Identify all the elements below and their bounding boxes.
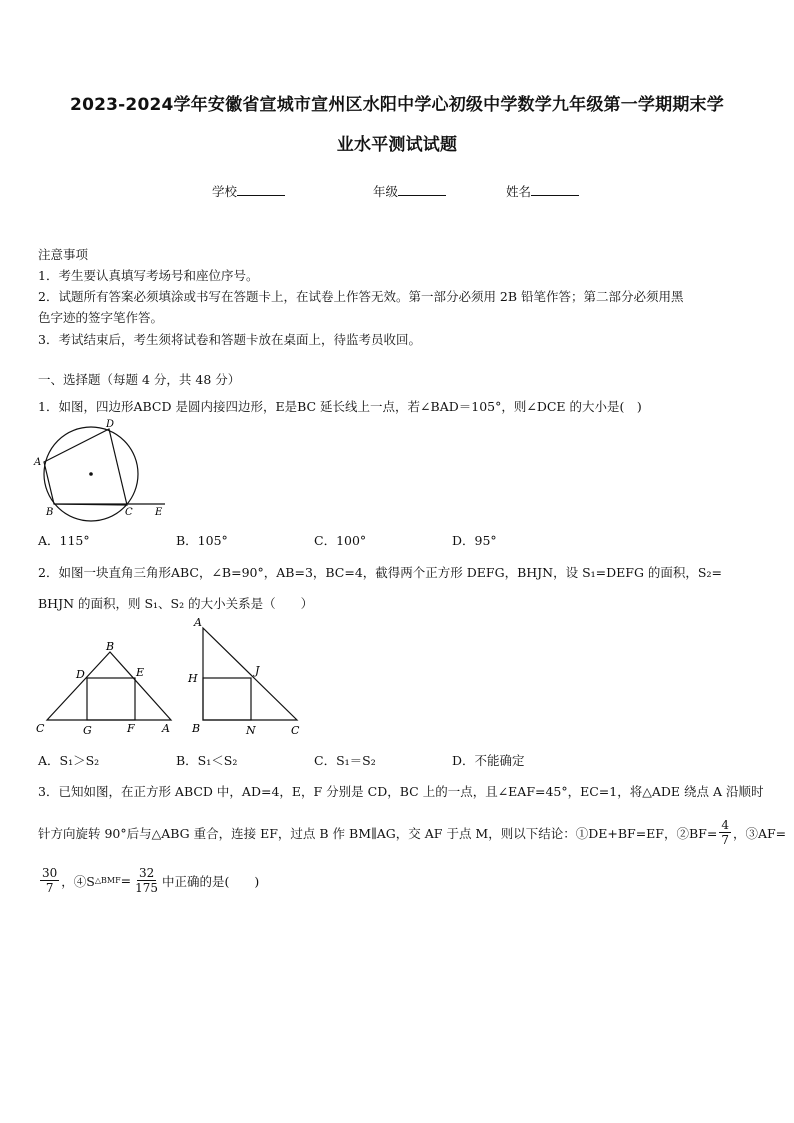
name-label: 姓名 bbox=[506, 184, 532, 199]
q3-stem-b-post: ，③AF= bbox=[732, 825, 787, 841]
grade-blank bbox=[398, 183, 446, 196]
q1-option-c: C．100° bbox=[314, 533, 367, 548]
fraction-bf-numerator: 4 bbox=[721, 818, 729, 832]
fig2-label-c: C bbox=[291, 724, 300, 737]
section-heading: 一、选择题（每题 4 分，共 48 分） bbox=[38, 372, 241, 387]
name-blank bbox=[531, 183, 579, 196]
fig1-label-d: D bbox=[76, 668, 85, 681]
q2-option-a: A．S₁＞S₂ bbox=[38, 753, 100, 768]
fig2-label-n: N bbox=[246, 724, 256, 737]
label-d: D bbox=[106, 419, 115, 430]
fig2-label-b: B bbox=[192, 722, 201, 735]
notice-item-2b: 色字迹的签字笔作答。 bbox=[38, 310, 164, 325]
q3-area-subscript: △BMF bbox=[94, 876, 121, 885]
question-3-stem-a: 3．已知如图，在正方形 ABCD 中，AD=4，E，F 分别是 CD，BC 上的一点，且∠EAF=45°，EC=1，将△ADE 绕点 A 沿顺时 bbox=[38, 784, 764, 799]
question-1-figure bbox=[30, 415, 180, 525]
label-e: E bbox=[155, 507, 163, 518]
fraction-area-numerator: 32 bbox=[138, 866, 155, 880]
school-blank bbox=[237, 183, 285, 196]
triangle-abc-fig2 bbox=[203, 628, 297, 720]
fig1-label-f: F bbox=[127, 722, 135, 735]
fraction-af bbox=[40, 866, 59, 895]
square-defg bbox=[87, 678, 135, 720]
fig1-label-a: A bbox=[162, 722, 170, 735]
quadrilateral-abcd bbox=[44, 429, 127, 505]
fig1-label-g: G bbox=[83, 724, 92, 737]
circle-center-dot bbox=[89, 472, 93, 476]
fig1-label-c: C bbox=[36, 722, 45, 735]
fraction-bf-denominator: 7 bbox=[721, 833, 729, 847]
q2-option-c: C．S₁＝S₂ bbox=[314, 753, 376, 768]
q2-option-d: D．不能确定 bbox=[452, 753, 525, 768]
grade-label: 年级 bbox=[373, 184, 399, 199]
fraction-area-denominator: 175 bbox=[135, 881, 159, 895]
q3-stem-c-post: 中正确的是( ) bbox=[162, 873, 260, 889]
notice-item-3: 3．考试结束后，考生须将试卷和答题卡放在桌面上，待监考员收回。 bbox=[38, 332, 421, 347]
grade-field bbox=[373, 182, 446, 200]
exam-title-line2: 业水平测试试题 bbox=[336, 135, 458, 155]
question-1-stem: 1．如图，四边形ABCD 是圆内接四边形，E是BC 延长线上一点，若∠BAD＝105°，则∠DCE 的大小是( ) bbox=[38, 399, 642, 414]
q1-option-d: D．95° bbox=[452, 533, 497, 548]
q3-stem-b-text: 针方向旋转 90°后与△ABG 重合，连接 EF，过点 B 作 BM∥AG，交 AF 于点 M，则以下结论：①DE+BF=EF，②BF= bbox=[38, 825, 718, 841]
fig1-label-b: B bbox=[106, 640, 115, 653]
label-c: C bbox=[125, 507, 133, 518]
q3-stem-c-mid: ，④S bbox=[61, 873, 95, 889]
question-2-stem-b: BHJN 的面积，则 S₁、S₂ 的大小关系是（ ） bbox=[38, 596, 314, 611]
q3-stem-c-eq: = bbox=[120, 873, 132, 888]
q1-option-a: A．115° bbox=[38, 533, 90, 548]
triangle-abc-fig1 bbox=[47, 652, 171, 720]
notice-heading: 注意事项 bbox=[38, 247, 89, 262]
fraction-af-denominator: 7 bbox=[45, 881, 54, 895]
name-field bbox=[506, 182, 579, 200]
fig2-label-a: A bbox=[194, 616, 202, 629]
question-2-figures bbox=[30, 612, 320, 742]
school-label: 学校 bbox=[212, 184, 238, 199]
fraction-af-numerator: 30 bbox=[42, 866, 58, 880]
notice-item-2a: 2．试题所有答案必须填涂或书写在答题卡上，在试卷上作答无效。第一部分必须用 2B 铅笔作答；第二部分必须用黑 bbox=[38, 289, 684, 304]
notice-item-1: 1．考生要认真填写考场号和座位序号。 bbox=[38, 268, 259, 283]
fig2-label-j: J bbox=[255, 664, 260, 677]
school-field bbox=[212, 182, 285, 200]
fig1-label-e: E bbox=[136, 666, 145, 679]
label-a: A bbox=[34, 457, 42, 468]
fraction-area bbox=[133, 866, 160, 895]
label-b: B bbox=[46, 507, 54, 518]
question-3-stem-c bbox=[38, 866, 259, 895]
question-2-stem-a: 2．如图一块直角三角形ABC，∠B=90°，AB=3，BC=4，截得两个正方形 DEFG，BHJN，设 S₁=DEFG 的面积，S₂= bbox=[38, 565, 722, 580]
fraction-bf bbox=[719, 818, 731, 847]
question-3-stem-b bbox=[38, 818, 787, 847]
q2-option-b: B．S₁＜S₂ bbox=[176, 753, 238, 768]
exam-title-line1: 2023-2024学年安徽省宣城市宣州区水阳中学心初级中学数学九年级第一学期期末学 bbox=[70, 95, 724, 115]
square-bhjn bbox=[203, 678, 251, 720]
fig2-label-h: H bbox=[188, 672, 198, 685]
q1-option-b: B．105° bbox=[176, 533, 228, 548]
